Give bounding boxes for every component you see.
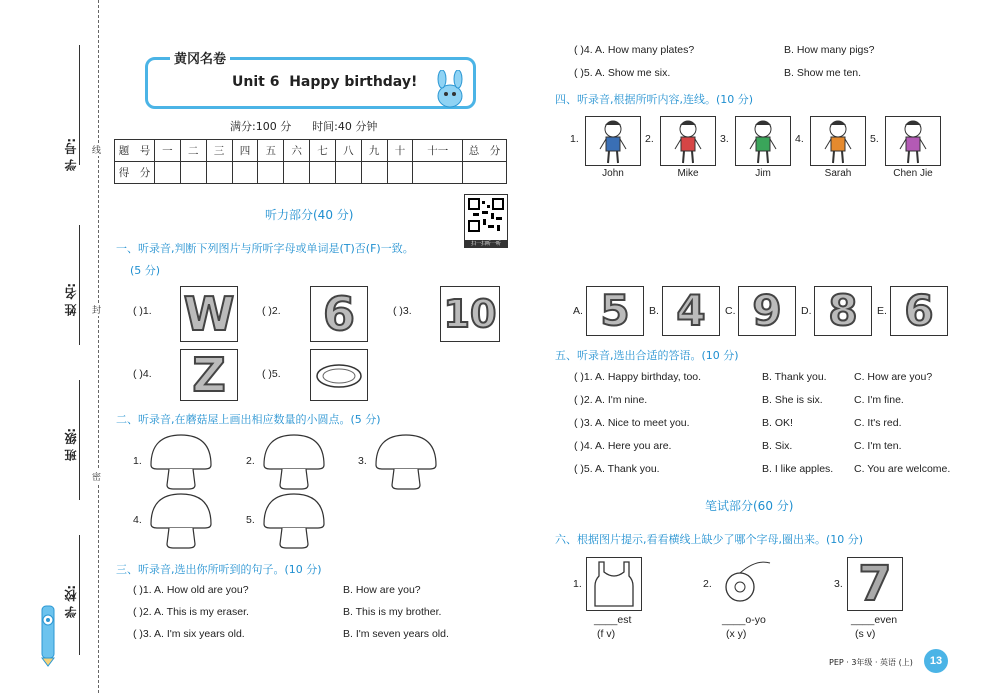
score-col: 四 — [232, 140, 258, 162]
s5-row-4-a: ( )4. A. Here you are. — [574, 440, 672, 452]
vest-icon — [587, 558, 641, 610]
s4-number-card[interactable] — [890, 286, 948, 336]
s1-item-1-picture: W — [180, 286, 238, 342]
score-col: 八 — [335, 140, 361, 162]
s4-kid-picture[interactable] — [810, 116, 866, 166]
s3-row-3-b: B. I'm seven years old. — [343, 628, 449, 640]
s6-item-3-number: 3. — [834, 578, 843, 590]
rabbit-mascot-icon — [428, 70, 472, 110]
s2-item-number: 1. — [133, 455, 142, 467]
score-cell[interactable] — [258, 162, 284, 184]
s1-item-5-picture — [310, 349, 368, 401]
s4-kid-number: 5. — [870, 133, 879, 145]
s4-kid-number: 1. — [570, 133, 579, 145]
s3-row-5-b: B. Show me ten. — [784, 67, 862, 79]
s4-kid-picture[interactable] — [885, 116, 941, 166]
s4-number-digit: 4 — [676, 286, 706, 335]
s4-kid-name: Chen Jie — [893, 168, 933, 179]
s4-number-digit: 5 — [600, 286, 630, 335]
listening-part-title: 听力部分(40 分) — [265, 208, 354, 222]
footer-text: PEP · 3年级 · 英语 (上) — [829, 658, 913, 667]
s1-item-1-number: ( )1. — [133, 305, 152, 317]
s6-item-1-picture — [586, 557, 642, 611]
s2-item-number: 5. — [246, 514, 255, 526]
school-line — [79, 535, 80, 655]
s1-item-4-number: ( )4. — [133, 368, 152, 380]
seven-digit: 7 — [858, 556, 892, 612]
section-4-title: 四、听录音,根据所听内容,连线。(10 分) — [555, 93, 754, 106]
student-number-label: 学 号: — [64, 138, 78, 171]
s4-number-card[interactable] — [662, 286, 720, 336]
s5-row-5-a: ( )5. A. Thank you. — [574, 463, 660, 475]
s5-row-3-a: ( )3. A. Nice to meet you. — [574, 417, 690, 429]
s4-number-letter: C. — [725, 305, 736, 317]
s6-item-2-number: 2. — [703, 578, 712, 590]
s3-row-4-a: ( )4. A. How many plates? — [574, 44, 695, 56]
score-cell[interactable] — [180, 162, 206, 184]
s6-item-1-options[interactable]: (f v) — [597, 628, 616, 640]
s5-row-2-c: C. I'm fine. — [854, 394, 904, 406]
s6-item-2-options[interactable]: (x y) — [726, 628, 747, 640]
s5-row-4-b: B. Six. — [762, 440, 793, 452]
s5-row-3-c: C. It's red. — [854, 417, 902, 429]
s6-item-2-picture — [716, 557, 772, 611]
mushroom-house-icon[interactable] — [145, 433, 217, 491]
s4-number-letter: D. — [801, 305, 812, 317]
s5-row-1-c: C. How are you? — [854, 371, 933, 383]
score-cell[interactable] — [206, 162, 232, 184]
s5-row-2-b: B. She is six. — [762, 394, 823, 406]
child-figure-icon — [736, 117, 790, 165]
s4-number-digit: 8 — [828, 286, 858, 335]
s1-item-2-picture: 6 — [310, 286, 368, 342]
score-cell[interactable] — [155, 162, 181, 184]
s3-row-2-b: B. This is my brother. — [343, 606, 442, 618]
score-cell[interactable] — [335, 162, 361, 184]
score-row-label: 得 分 — [115, 162, 155, 184]
cut-mark-seal: 封 — [92, 303, 101, 316]
s6-item-3-word: ____even — [851, 614, 898, 626]
brand-logo: 黄冈名卷 — [170, 48, 230, 67]
s4-number-card[interactable] — [586, 286, 644, 336]
s4-number-digit: 9 — [752, 286, 782, 335]
s4-kid-number: 3. — [720, 133, 729, 145]
mushroom-house-icon[interactable] — [145, 492, 217, 550]
yoyo-icon — [716, 557, 774, 611]
mushroom-house-icon[interactable] — [370, 433, 442, 491]
fold-dashed-line — [98, 0, 99, 693]
school-label: 学 校: — [64, 585, 78, 618]
section-5-title: 五、听录音,选出合适的答语。(10 分) — [555, 349, 739, 362]
unit-title: Unit 6 Happy birthday! — [232, 74, 418, 90]
s4-kid-name: Jim — [755, 168, 771, 179]
child-figure-icon — [661, 117, 715, 165]
s5-row-1-a: ( )1. A. Happy birthday, too. — [574, 371, 702, 383]
score-col: 五 — [258, 140, 284, 162]
s6-item-1-number: 1. — [573, 578, 582, 590]
s4-kid-picture[interactable] — [660, 116, 716, 166]
section-6-title: 六、根据图片提示,看看横线上缺少了哪个字母,圈出来。(10 分) — [555, 533, 864, 546]
section-3-title: 三、听录音,选出你所听到的句子。(10 分) — [116, 563, 322, 576]
exam-meta: 满分:100 分 时间:40 分钟 — [230, 120, 378, 133]
s3-row-4-b: B. How many pigs? — [784, 44, 875, 56]
score-cell[interactable] — [413, 162, 463, 184]
s1-item-3-number: ( )3. — [393, 305, 412, 317]
s5-row-5-c: C. You are welcome. — [854, 463, 951, 475]
section-1-score: (5 分) — [130, 264, 161, 277]
s6-item-3-picture — [847, 557, 903, 611]
qr-code-icon — [465, 195, 507, 235]
s1-item-3-picture: 10 — [440, 286, 500, 342]
s6-item-1-word: ____est — [594, 614, 632, 626]
s4-number-letter: A. — [573, 305, 583, 317]
s4-kid-name: Mike — [677, 168, 699, 179]
s3-row-3-a: ( )3. A. I'm six years old. — [133, 628, 245, 640]
s4-number-card[interactable] — [814, 286, 872, 336]
score-total-label: 总 分 — [463, 140, 507, 162]
section-1-title: 一、听录音,判断下列图片与所听字母或单词是(T)否(F)一致。 — [116, 242, 414, 255]
s3-row-1-b: B. How are you? — [343, 584, 421, 596]
child-figure-icon — [586, 117, 640, 165]
qr-caption: 扫一扫听一听 — [465, 240, 507, 247]
score-col: 一 — [155, 140, 181, 162]
s2-item-number: 4. — [133, 514, 142, 526]
qr-code-box[interactable] — [464, 194, 508, 248]
page-number-badge: 13 — [924, 649, 948, 673]
s3-row-2-a: ( )2. A. This is my eraser. — [133, 606, 249, 618]
s6-item-3-options[interactable]: (s v) — [855, 628, 876, 640]
mushroom-house-icon[interactable] — [258, 433, 330, 491]
s3-row-1-a: ( )1. A. How old are you? — [133, 584, 249, 596]
score-cell[interactable] — [361, 162, 387, 184]
child-figure-icon — [886, 117, 940, 165]
s4-number-letter: B. — [649, 305, 659, 317]
score-cell[interactable] — [310, 162, 336, 184]
score-col: 十一 — [413, 140, 463, 162]
score-cell[interactable] — [232, 162, 258, 184]
s3-row-5-a: ( )5. A. Show me six. — [574, 67, 671, 79]
plate-icon — [311, 350, 367, 400]
pencil-mascot-icon — [34, 598, 64, 668]
s1-item-5-number: ( )5. — [262, 368, 281, 380]
child-figure-icon — [811, 117, 865, 165]
s4-kid-number: 2. — [645, 133, 654, 145]
s2-item-number: 2. — [246, 455, 255, 467]
cut-mark-line: 线 — [92, 143, 101, 156]
writing-part-title: 笔试部分(60 分) — [705, 499, 794, 513]
name-line — [79, 225, 80, 345]
s4-kid-picture[interactable] — [585, 116, 641, 166]
class-line — [79, 380, 80, 500]
score-col: 七 — [310, 140, 336, 162]
score-cell[interactable] — [284, 162, 310, 184]
score-col: 二 — [180, 140, 206, 162]
s4-number-card[interactable] — [738, 286, 796, 336]
section-2-title: 二、听录音,在蘑菇屋上画出相应数量的小圆点。(5 分) — [116, 413, 381, 426]
score-col: 九 — [361, 140, 387, 162]
score-col: 六 — [284, 140, 310, 162]
s4-kid-picture[interactable] — [735, 116, 791, 166]
s2-item-number: 3. — [358, 455, 367, 467]
s4-number-digit: 6 — [904, 286, 934, 335]
cut-mark-secret: 密 — [92, 470, 101, 483]
s5-row-1-b: B. Thank you. — [762, 371, 827, 383]
score-cell[interactable] — [387, 162, 413, 184]
s6-item-2-word: ____o-yo — [722, 614, 766, 626]
name-label: 姓 名: — [64, 283, 78, 316]
s5-row-5-b: B. I like apples. — [762, 463, 834, 475]
s4-kid-name: Sarah — [824, 168, 852, 179]
score-header-label: 题 号 — [115, 140, 155, 162]
score-col: 三 — [206, 140, 232, 162]
s4-number-letter: E. — [877, 305, 887, 317]
class-label: 班 级: — [64, 428, 78, 461]
score-cell[interactable] — [463, 162, 507, 184]
s1-item-4-picture: Z — [180, 349, 238, 401]
s5-row-4-c: C. I'm ten. — [854, 440, 902, 452]
s5-row-3-b: B. OK! — [762, 417, 793, 429]
mushroom-house-icon[interactable] — [258, 492, 330, 550]
student-number-line — [79, 45, 80, 165]
s4-kid-name: John — [602, 168, 624, 179]
score-table — [114, 139, 507, 184]
s1-item-2-number: ( )2. — [262, 305, 281, 317]
s4-kid-number: 4. — [795, 133, 804, 145]
s5-row-2-a: ( )2. A. I'm nine. — [574, 394, 648, 406]
score-col: 十 — [387, 140, 413, 162]
